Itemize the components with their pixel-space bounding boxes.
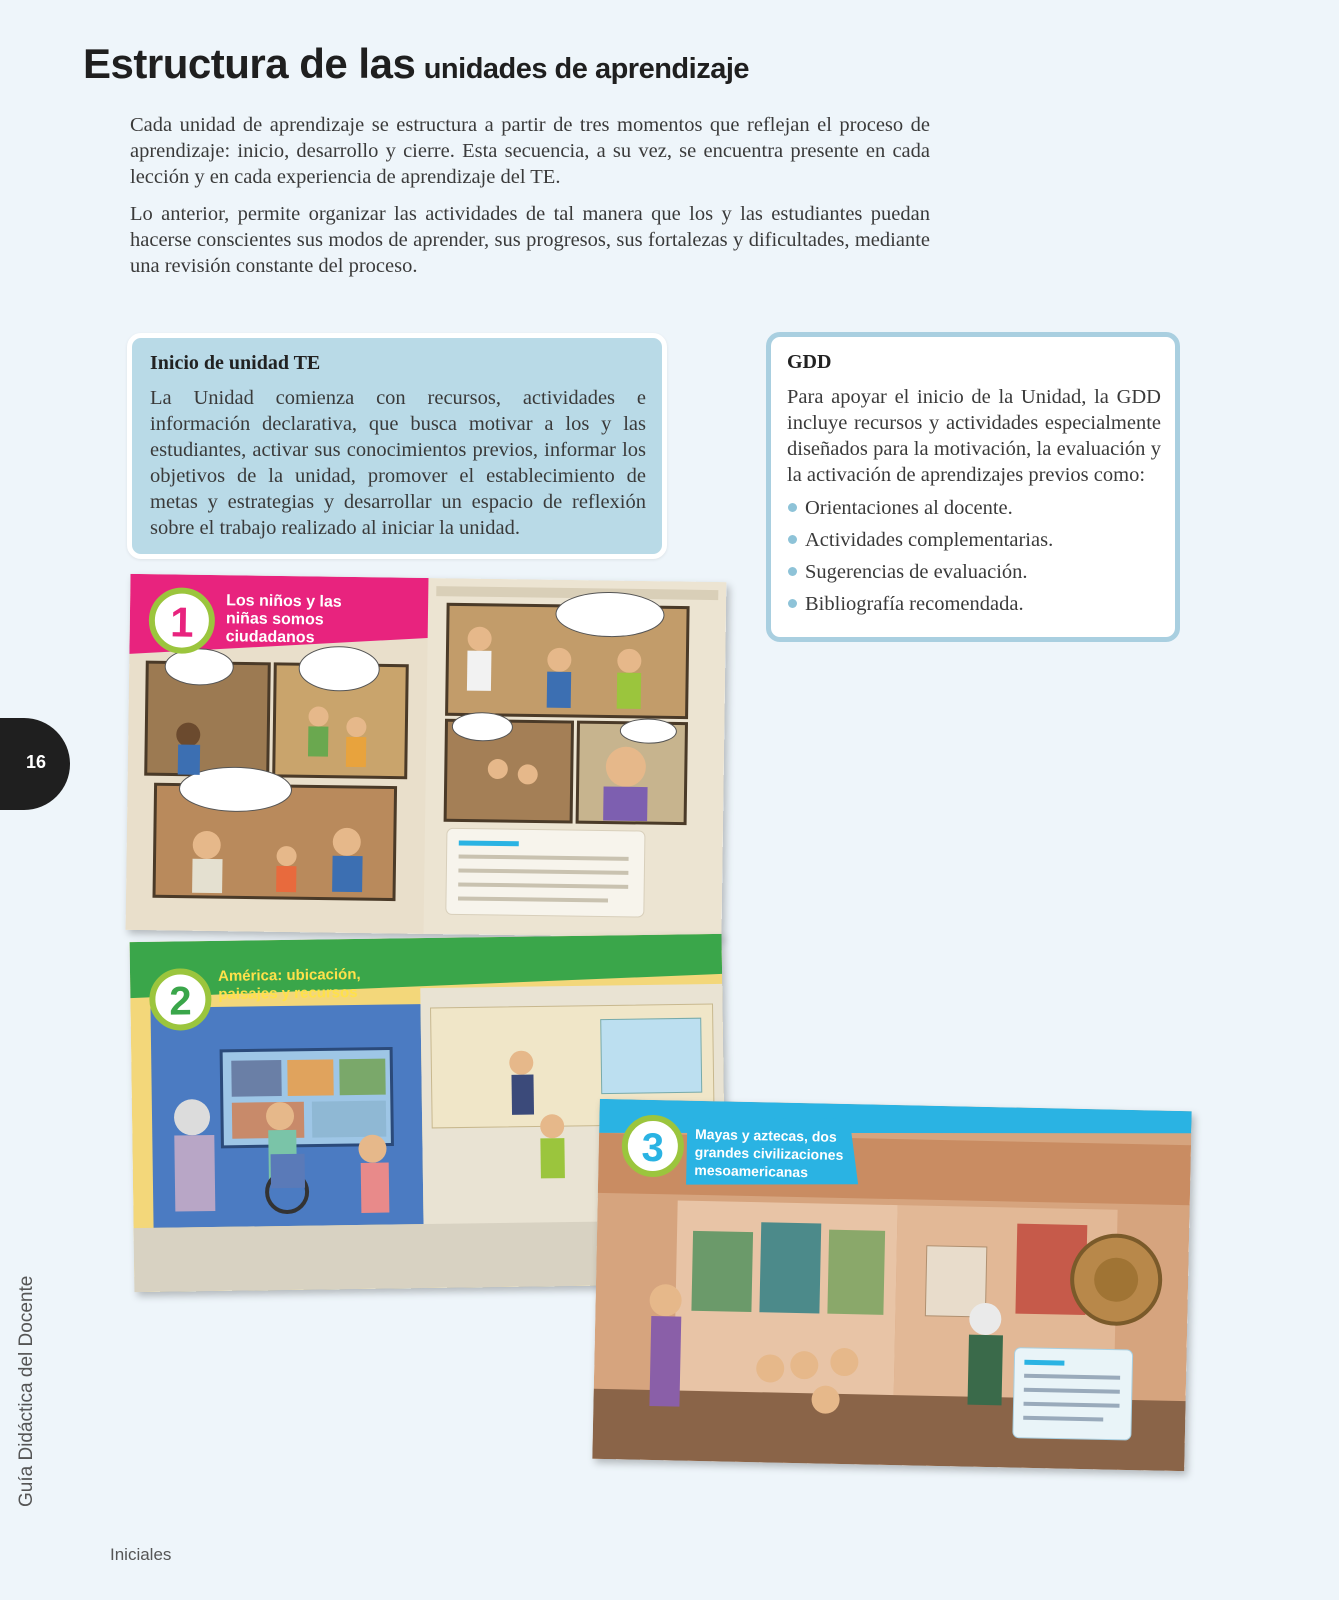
page-number-tab: [0, 718, 70, 810]
inicio-unidad-text: La Unidad comienza con recursos, actividades e información declarativa, que busca motivar a los y las estudiantes, activar sus conocimientos previos, informar los objetivos de la unidad, promover el establecimiento de metas y estrategias y desarrollar un espacio de reflexión sobre el trabajo realizado al iniciar la unidad.: [150, 387, 646, 539]
title-small: unidades de aprendizaje: [423, 53, 750, 85]
intro-paragraph-1: Cada unidad de aprendizaje se estructura a partir de tres momentos que reflejan el proceso de aprendizaje: inicio, desarrollo y cierre. Esta secuencia, a su vez, se encuentra presente en cada lección y en cada experiencia de aprendizaje del TE.: [130, 114, 930, 188]
unit-2-title-line-2: paisajes y recursos: [218, 983, 358, 1003]
gdd-list-item: Actividades complementarias.: [787, 524, 1161, 556]
gdd-list: [787, 492, 1161, 620]
unit-3-title-line-3: mesoamericanas: [694, 1161, 809, 1181]
gdd-text: Para apoyar el inicio de la Unidad, la GDD incluye recursos y actividades especialmente diseñados para la motivación, la evaluación y la activación de aprendizajes previos como:: [787, 386, 1161, 486]
unit-2-number: 2: [168, 979, 192, 1024]
unit-3-illustration: [592, 1099, 1191, 1471]
side-label: Guía Didáctica del Docente: [16, 1275, 37, 1507]
unit-1-title-line-3: ciudadanos: [225, 628, 315, 647]
intro-text: [130, 112, 930, 290]
unit-3-title-line-2: grandes civilizaciones: [694, 1143, 844, 1163]
gdd-title: GDD: [787, 351, 832, 373]
inicio-unidad-title: Inicio de unidad TE: [150, 352, 321, 374]
page-title: [83, 40, 749, 88]
unit-1-number: 1: [169, 598, 194, 646]
unit-3-spread-image: [592, 1099, 1191, 1471]
unit-1-title-line-2: niñas somos: [225, 610, 324, 629]
unit-3-title-line-1: Mayas y aztecas, dos: [694, 1125, 837, 1145]
gdd-list-item: Orientaciones al docente.: [787, 492, 1161, 524]
page-number: 16: [26, 752, 47, 772]
inicio-unidad-box: [127, 333, 667, 559]
gdd-list-item: Sugerencias de evaluación.: [787, 556, 1161, 588]
gdd-list-item: Bibliografía recomendada.: [787, 588, 1161, 620]
intro-paragraph-2: Lo anterior, permite organizar las actividades de tal manera que los y las estudiantes puedan hacerse conscientes sus modos de aprender, sus progresos, sus fortalezas y dificultades, mediante una revisión constante del proceso.: [130, 203, 930, 277]
unit-1-spread-image: [126, 574, 727, 938]
unit-1-title-line-1: Los niños y las: [226, 592, 342, 611]
footer-label: Iniciales: [110, 1545, 172, 1564]
unit-1-illustration: [126, 574, 727, 938]
title-large: Estructura de las: [83, 40, 416, 87]
unit-3-number: 3: [641, 1125, 665, 1171]
gdd-box: [766, 332, 1180, 642]
unit-2-title-line-1: América: ubicación,: [217, 965, 361, 985]
